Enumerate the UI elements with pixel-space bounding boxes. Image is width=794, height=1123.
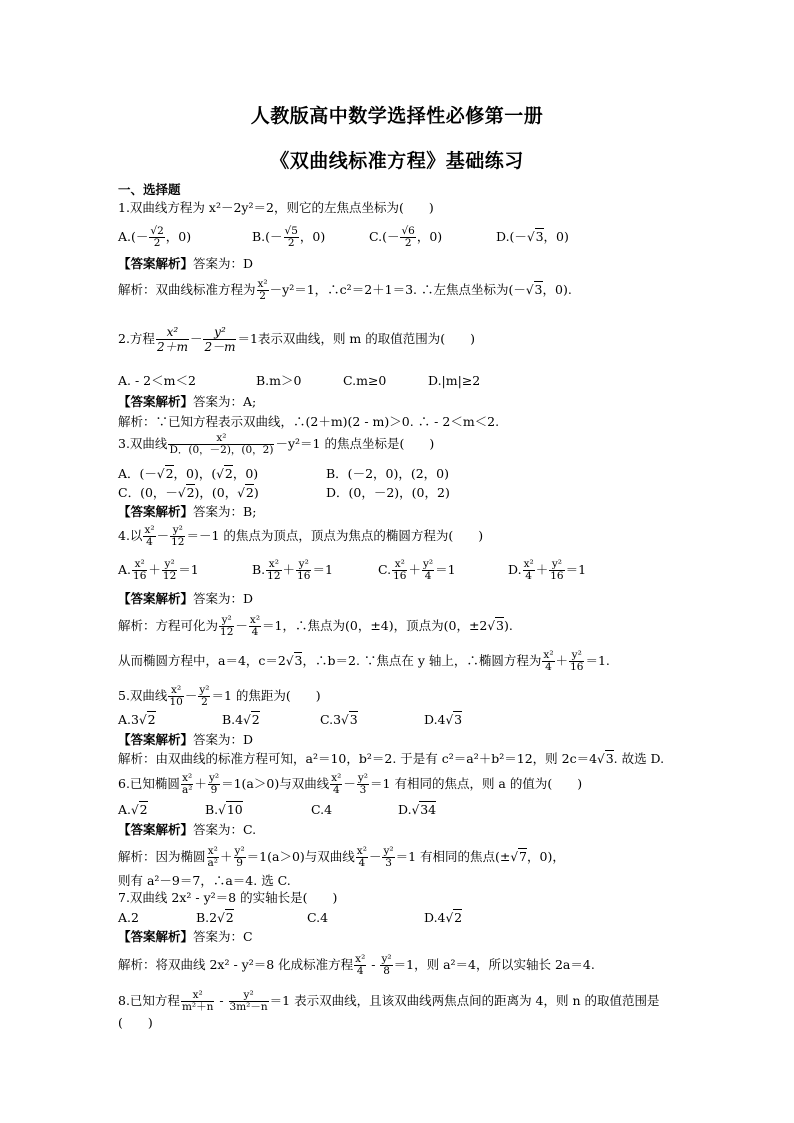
q4-option-c: C. $\frac{\text{x²}}{16}$ ＋ $\frac{\text{y²}}{4}$ ＝1 — [378, 558, 456, 582]
q4-explanation-2: 从而椭圆方程中，a＝4，c＝2√3，∴b＝2. ∵焦点在 y 轴上，∴椭圆方程为 $\frac{\text{x²}}{4}$ ＋ $\frac{\text{y²}}{16}$ ＝1. — [118, 649, 610, 673]
q1-option-b: B.(－ $\frac{√5}{2}$ ，0) — [252, 225, 326, 249]
document-title: 人教版高中数学选择性必修第一册 — [250, 105, 544, 127]
q6-answer: 【答案解析】答案为：C. — [118, 822, 257, 837]
q1-stem: 1.双曲线方程为 x²－2y²＝2，则它的左焦点坐标为( ) — [118, 200, 434, 215]
q6-option-c: C.4 — [311, 802, 333, 817]
q1-c-fraction: $\frac{√6}{2}$ — [401, 225, 415, 249]
q5-option-b: B.4√2 — [222, 712, 260, 727]
q1-a-fraction: $\frac{√2}{2}$ — [150, 225, 164, 249]
q5-explanation: 解析：由双曲线的标准方程可知，a²＝10，b²＝2. 于是有 c²＝a²＋b²＝12，则 2c＝4√3. 故选 D. — [118, 751, 665, 766]
q5-stem: 5.双曲线 $\frac{\text{x²}}{10}$ － $\frac{\text{y²}}{2}$ ＝1 的焦距为( ) — [118, 684, 321, 708]
q8-stem: 8.已知方程 $\frac{\text{x²}}{\text{m²＋n}}$ - $\frac{\text{y²}}{\text{3m²－n}}$ ＝1 表示双曲线，且该双曲线两焦点间的距离为 4，则 n 的取值范围是 — [118, 989, 660, 1013]
q6-option-d: D.√34 — [398, 802, 437, 817]
q4-answer: 【答案解析】答案为：D — [118, 591, 254, 606]
q2-option-d: D.|m|≥2 — [428, 373, 481, 388]
q6-explanation-2: 则有 a²－9＝7，∴a＝4. 选 C. — [118, 873, 291, 888]
q7-stem: 7.双曲线 2x² - y²＝8 的实轴长是( ) — [118, 890, 338, 905]
q3-option-a: A．(－√2，0)，(√2，0) — [118, 466, 259, 481]
q5-option-a: A.3√2 — [118, 712, 156, 727]
document-subtitle: 《双曲线标准方程》基础练习 — [270, 150, 524, 172]
q2-option-a: A. - 2＜m＜2 — [118, 373, 196, 388]
q3-stem: 3.双曲线 $\frac{\text{x²}}{D.(0,-2),(0,2)}$ －y²＝1 的焦点坐标是( ) — [118, 432, 435, 456]
q4-option-a: A. $\frac{\text{x²}}{16}$ ＋ $\frac{\text{y²}}{12}$ ＝1 — [118, 558, 199, 582]
q1-option-c: C.(－ $\frac{√6}{2}$ ，0) — [369, 225, 443, 249]
q4-explanation: 解析：方程可化为 $\frac{\text{y²}}{12}$ － $\frac{\text{x²}}{4}$ ＝1，∴焦点为(0，±4)，顶点为(0，±2√3). — [118, 614, 513, 638]
q4-option-b: B. $\frac{\text{x²}}{12}$ ＋ $\frac{\text{y²}}{16}$ ＝1 — [252, 558, 333, 582]
q2-option-c: C.m≥0 — [343, 373, 387, 388]
q8-paren: ( ) — [118, 1015, 153, 1030]
q7-explanation: 解析：将双曲线 2x² - y²＝8 化成标准方程 $\frac{\text{x²}}{4}$ - $\frac{\text{y²}}{8}$ ＝1，则 a²＝4，所以实轴长 2a＝4. — [118, 953, 595, 977]
q6-option-b: B.√10 — [205, 802, 243, 817]
q3-option-c: C．(0，－√2)，(0，√2) — [118, 485, 259, 500]
q1-explanation: 解析：双曲线标准方程为 $\frac{\text{x²}}{2}$ －y²＝1，∴c²＝2＋1＝3. ∴左焦点坐标为(－√3，0). — [118, 278, 572, 302]
q1-option-a: A.(－ $\frac{√2}{2}$ ，0) — [118, 225, 192, 249]
q3-option-d: D．(0，－2)，(0，2) — [326, 485, 450, 500]
q3-answer: 【答案解析】答案为：B; — [118, 504, 257, 519]
q3-option-b: B．(－2，0)，(2，0) — [326, 466, 450, 481]
q6-stem: 6.已知椭圆 $\frac{\text{x²}}{\text{a²}}$ ＋ $\frac{\text{y²}}{9}$ ＝1(a＞0)与双曲线 $\frac{\text{x²}}{4}$ － $\frac{\text{y²}}{3}$ ＝1 有相同的焦点，则 a 的值为( ) — [118, 772, 583, 796]
q2-answer: 【答案解析】答案为：A; — [118, 394, 257, 409]
q5-option-d: D.4√3 — [424, 712, 463, 727]
q1-b-fraction: $\frac{√5}{2}$ — [284, 225, 298, 249]
q7-option-b: B.2√2 — [196, 910, 234, 925]
q5-answer: 【答案解析】答案为：D — [118, 732, 254, 747]
q2-stem: 2.方程 $\frac{\text{x²}}{2+m}$ － $\frac{\text{y²}}{2-m}$ ＝1表示双曲线，则 m 的取值范围为( ) — [118, 325, 475, 354]
q2-option-b: B.m＞0 — [256, 373, 302, 388]
q1-answer: 【答案解析】答案为：D — [118, 256, 254, 271]
q1-option-d: D.(－√3，0) — [496, 229, 569, 244]
q7-option-a: A.2 — [118, 910, 139, 925]
q6-explanation: 解析：因为椭圆 $\frac{\text{x²}}{\text{a²}}$ ＋ $\frac{\text{y²}}{9}$ ＝1(a＞0)与双曲线 $\frac{\text{x²}}{4}$ － $\frac{\text{y²}}{3}$ ＝1 有相同的焦点(±√7，0)， — [118, 845, 565, 869]
q6-option-a: A.√2 — [118, 802, 148, 817]
q7-option-d: D.4√2 — [424, 910, 463, 925]
q7-answer: 【答案解析】答案为：C — [118, 929, 253, 944]
q5-option-c: C.3√3 — [320, 712, 358, 727]
q2-explanation: 解析：∵已知方程表示双曲线，∴(2＋m)(2 - m)＞0. ∴ - 2＜m＜2. — [118, 414, 500, 429]
section-heading: 一、选择题 — [118, 182, 181, 197]
q4-option-d: D. $\frac{\text{x²}}{4}$ ＋ $\frac{\text{y²}}{16}$ ＝1 — [508, 558, 587, 582]
q7-option-c: C.4 — [307, 910, 329, 925]
q4-stem: 4.以 $\frac{\text{x²}}{4}$ － $\frac{\text{y²}}{12}$ ＝－1 的焦点为顶点，顶点为焦点的椭圆方程为( ) — [118, 524, 484, 548]
